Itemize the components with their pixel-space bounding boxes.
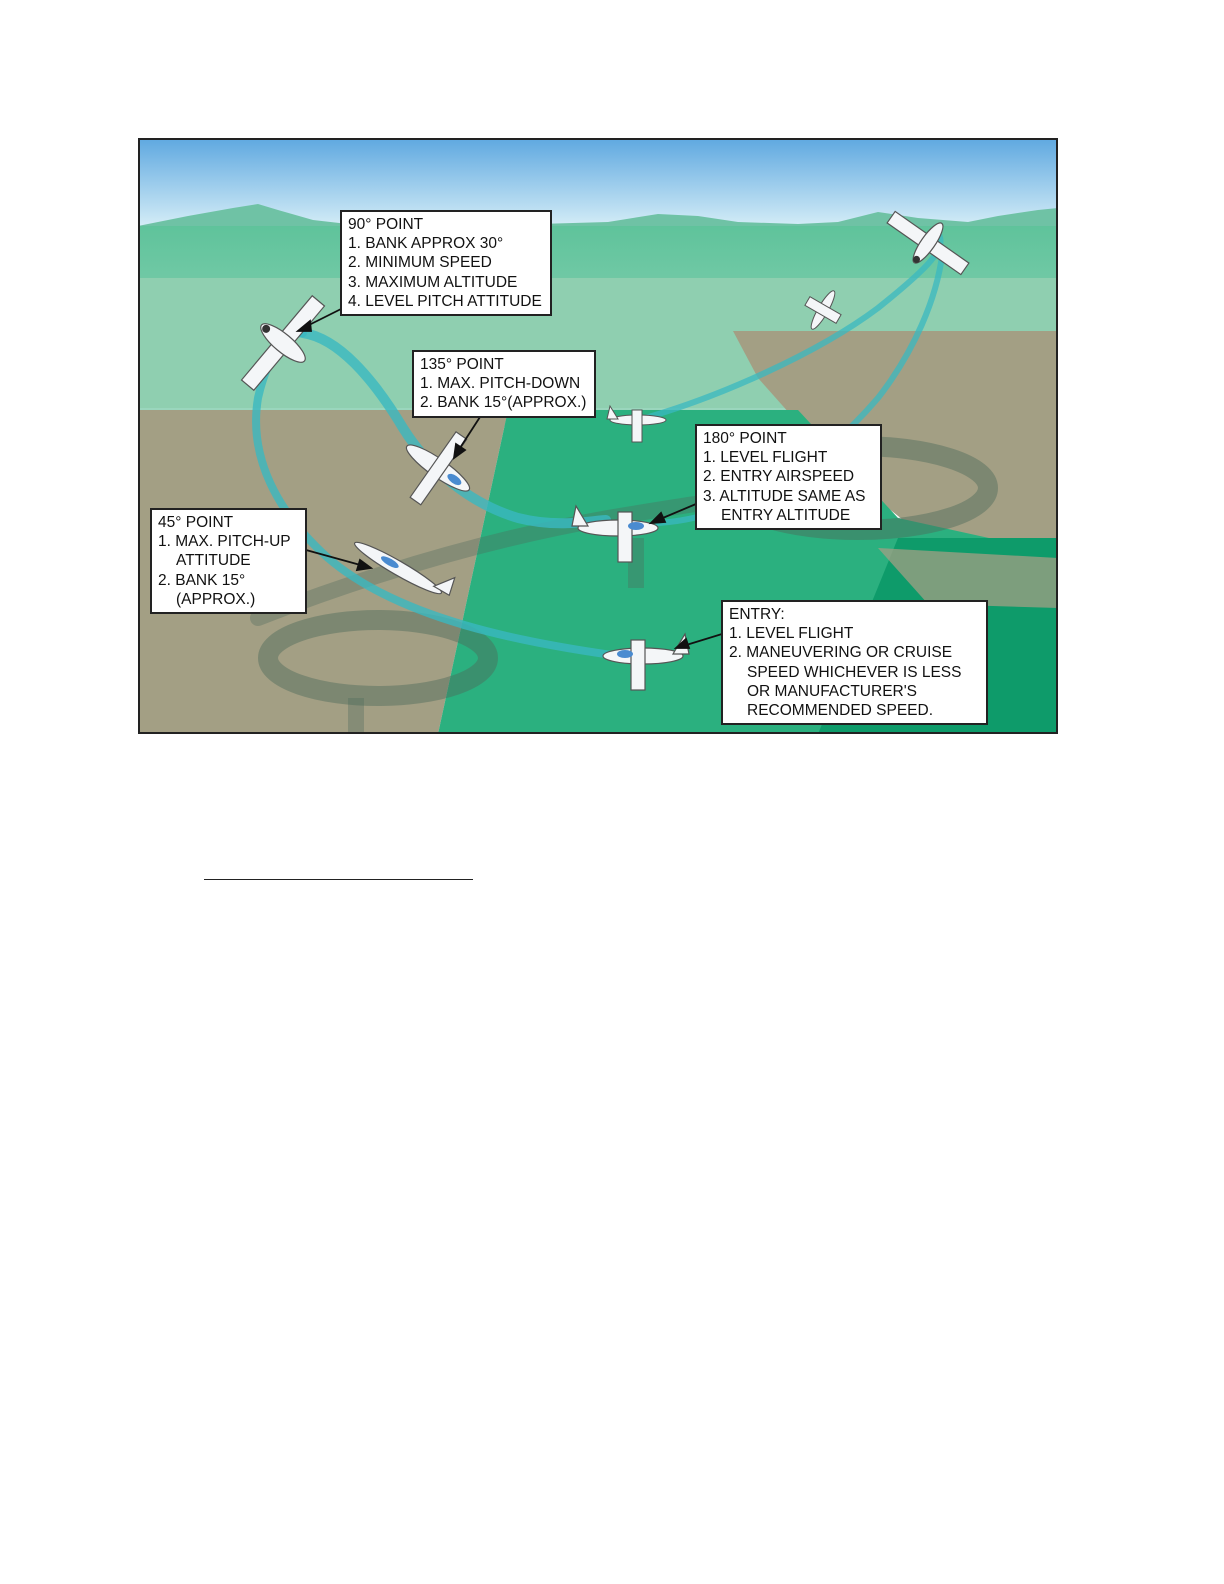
callout-entry-item: 2. MANEUVERING OR CRUISE (729, 644, 953, 662)
callout-90-title: 90° POINT (348, 216, 424, 233)
callout-90-item: 2. MINIMUM SPEED (348, 254, 492, 272)
callout-180-point (695, 424, 882, 530)
lazy-eight-figure (138, 138, 1058, 734)
callout-135-title: 135° POINT (420, 356, 504, 373)
callout-entry-title: ENTRY: (729, 606, 785, 623)
callout-entry (721, 600, 988, 725)
callout-90-item: 1. BANK APPROX 30° (348, 235, 504, 253)
callout-135-item: 2. BANK 15°(APPROX.) (420, 394, 587, 412)
callout-entry-item: 1. LEVEL FLIGHT (729, 625, 854, 643)
callout-45-item: (APPROX.) (176, 590, 256, 608)
callout-entry-item: RECOMMENDED SPEED. (747, 702, 934, 720)
callout-180-title: 180° POINT (703, 430, 787, 447)
callout-45-title: 45° POINT (158, 514, 234, 531)
callout-entry-item: OR MANUFACTURER'S (747, 682, 918, 700)
callout-180-item: 3. ALTITUDE SAME AS (703, 487, 866, 505)
callout-90-item: 3. MAXIMUM ALTITUDE (348, 273, 518, 291)
callout-135-point (412, 350, 596, 418)
callout-entry-item: SPEED WHICHEVER IS LESS (747, 663, 962, 681)
callout-45-item: ATTITUDE (176, 552, 251, 570)
callout-45-item: 1. MAX. PITCH-UP (158, 533, 291, 551)
callout-90-item: 4. LEVEL PITCH ATTITUDE (348, 292, 542, 310)
callout-180-item: 2. ENTRY AIRSPEED (703, 468, 855, 486)
callout-45-item: 2. BANK 15° (158, 571, 246, 589)
callout-45-point (150, 508, 307, 614)
callout-90-point (340, 210, 552, 316)
callout-180-item: 1. LEVEL FLIGHT (703, 449, 828, 467)
callout-180-item: ENTRY ALTITUDE (721, 506, 851, 524)
callout-135-item: 1. MAX. PITCH-DOWN (420, 375, 581, 393)
footnote-rule (204, 879, 473, 880)
